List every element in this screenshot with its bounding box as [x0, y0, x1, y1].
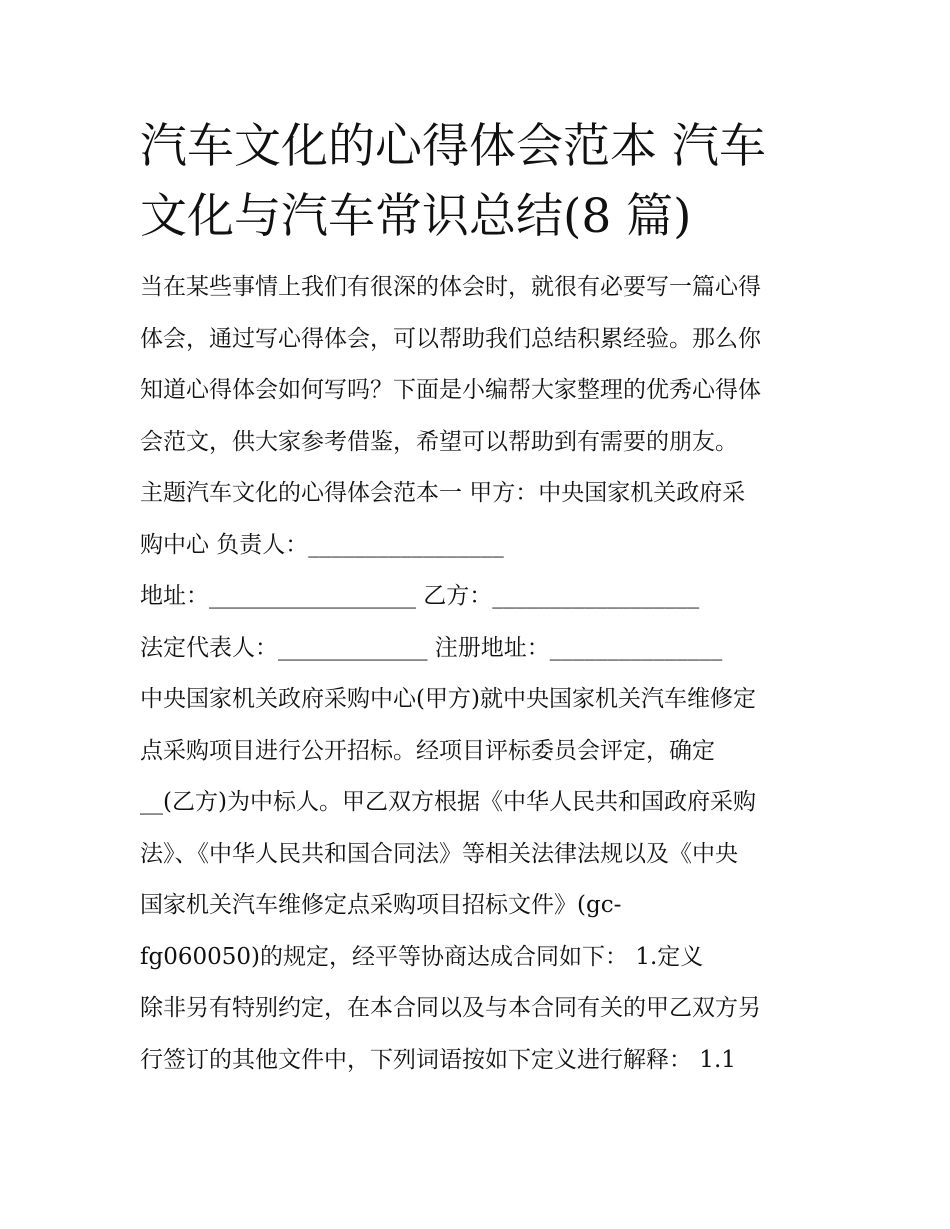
text-line: 除非另有特别约定，在本合同以及与本合同有关的甲乙双方另 [140, 995, 761, 1021]
document-title [140, 112, 812, 252]
text-line: 中央国家机关政府采购中心(甲方)就中央国家机关汽车维修定 [140, 686, 756, 712]
text-line: 主题汽车文化的心得体会范本一 甲方：中央国家机关政府采 [140, 480, 746, 506]
text-line: 会范文，供大家参考借鉴，希望可以帮助到有需要的朋友。 [140, 428, 738, 455]
document-body [140, 112, 812, 1086]
text-line: 法定代表人：_____________ 注册地址：_______________ [140, 634, 723, 661]
text-line: 国家机关汽车维修定点采购项目招标文件》(gc- [140, 892, 622, 918]
text-line: __(乙方)为中标人。甲乙双方根据《中华人民共和国政府采购 [140, 789, 756, 815]
text-line: fg060050)的规定，经平等协商达成合同如下： 1.定义 [140, 943, 704, 970]
text-line: 地址：__________________ 乙方：__________________ [140, 583, 700, 609]
text-line: 法》、《中华人民共和国合同法》等相关法律法规以及《中央 [140, 840, 738, 867]
text-line: 行签订的其他文件中，下列词语按如下定义进行解释： 1.1 [140, 1046, 736, 1073]
title-line: 文化与汽车常识总结(8 篇) [140, 189, 692, 244]
title-line: 汽车文化的心得体会范本 汽车 [140, 119, 766, 174]
text-line: 购中心 负责人：_________________ [140, 531, 504, 558]
text-line: 当在某些事情上我们有很深的体会时，就很有必要写一篇心得 [140, 274, 761, 300]
contract-paragraph [140, 468, 812, 1086]
text-line: 点采购项目进行公开招标。经项目评标委员会评定，确定 [140, 737, 715, 764]
text-line: 知道心得体会如何写吗？下面是小编帮大家整理的优秀心得体 [140, 377, 761, 403]
intro-paragraph [140, 262, 812, 468]
text-line: 体会，通过写心得体会，可以帮助我们总结积累经验。那么你 [140, 325, 761, 352]
